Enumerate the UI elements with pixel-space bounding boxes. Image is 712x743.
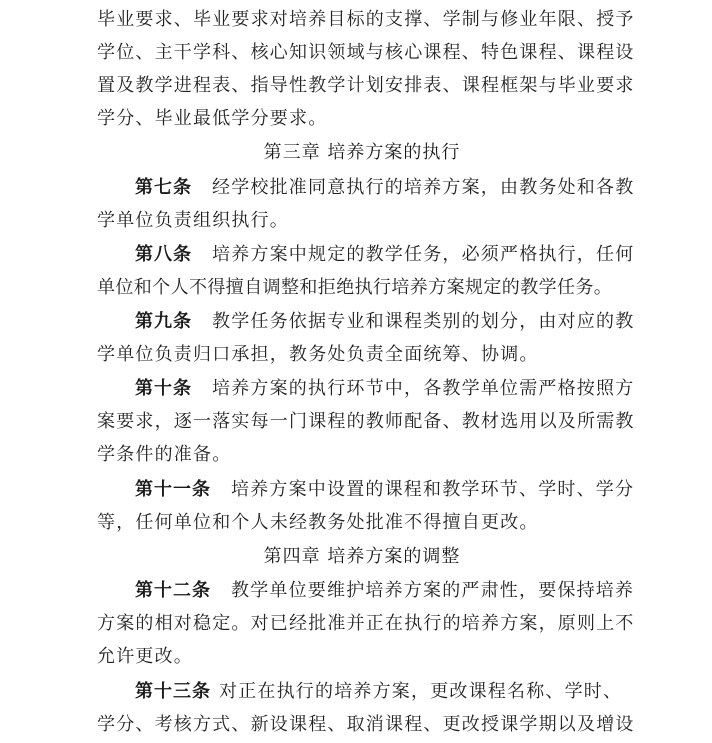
article-9-line-2: 学单位负责归口承担，教务处负责全面统筹、协调。 [97,344,539,365]
article-13-line-1 [97,680,622,704]
article-7-line-2: 学单位负责组织执行。 [97,210,289,231]
article-10-line-1 [97,377,634,401]
article-8-line-1 [97,243,634,267]
article-10-line-2: 案要求，逐一落实每一门课程的教师配备、教材选用以及所需教 [97,411,635,432]
article-12-text-1: 教学单位要维护培养方案的严肃性，要保持培养 [231,580,635,601]
article-8-line-2: 单位和个人不得擅自调整和拒绝执行培养方案规定的教学任务。 [97,277,613,298]
article-13-line-2: 学分、考核方式、新设课程、取消课程、更改授课学期以及增设 [97,714,635,735]
article-7-text-1: 经学校批准同意执行的培养方案，由教务处和各教 [212,177,635,198]
intro-line-3: 置及教学进程表、指导性教学计划安排表、课程框架与毕业要求 [97,75,635,96]
chapter-3-heading: 第三章 培养方案的执行 [263,142,461,163]
article-8-text-1: 培养方案中规定的教学任务，必须严格执行，任何 [212,244,635,265]
intro-line-4: 学分、毕业最低学分要求。 [97,108,328,129]
article-10-text-1: 培养方案的执行环节中，各教学单位需严格按照方 [212,378,635,399]
article-8-label: 第八条 [135,244,192,265]
article-11-line-1 [97,478,634,502]
intro-line-2: 学位、主干学科、核心知识领域与核心课程、特色课程、课程设 [97,42,635,63]
article-12-line-3: 允许更改。 [97,646,193,667]
chapter-4-heading: 第四章 培养方案的调整 [263,546,461,567]
article-9-label: 第九条 [135,311,192,332]
article-11-label: 第十一条 [135,479,211,500]
article-11-line-2: 等，任何单位和个人未经教务处批准不得擅自更改。 [97,512,539,533]
article-7-label: 第七条 [135,177,192,198]
article-12-label: 第十二条 [135,580,211,601]
article-9-line-1 [97,310,634,334]
intro-line-1: 毕业要求、毕业要求对培养目标的支撑、学制与修业年限、授予 [97,9,635,30]
article-13-label: 第十三条 [135,681,211,702]
article-9-text-1: 教学任务依据专业和课程类别的划分，由对应的教 [212,311,635,332]
article-13-text-1: 对正在执行的培养方案，更改课程名称、学时、 [219,681,623,702]
article-11-text-1: 培养方案中设置的课程和教学环节、学时、学分 [231,479,635,500]
article-7-line-1 [97,176,634,200]
article-12-line-1 [97,579,634,603]
article-10-label: 第十条 [135,378,192,399]
article-10-line-3: 学条件的准备。 [97,444,232,465]
article-12-line-2: 方案的相对稳定。对已经批准并正在执行的培养方案，原则上不 [97,613,635,634]
